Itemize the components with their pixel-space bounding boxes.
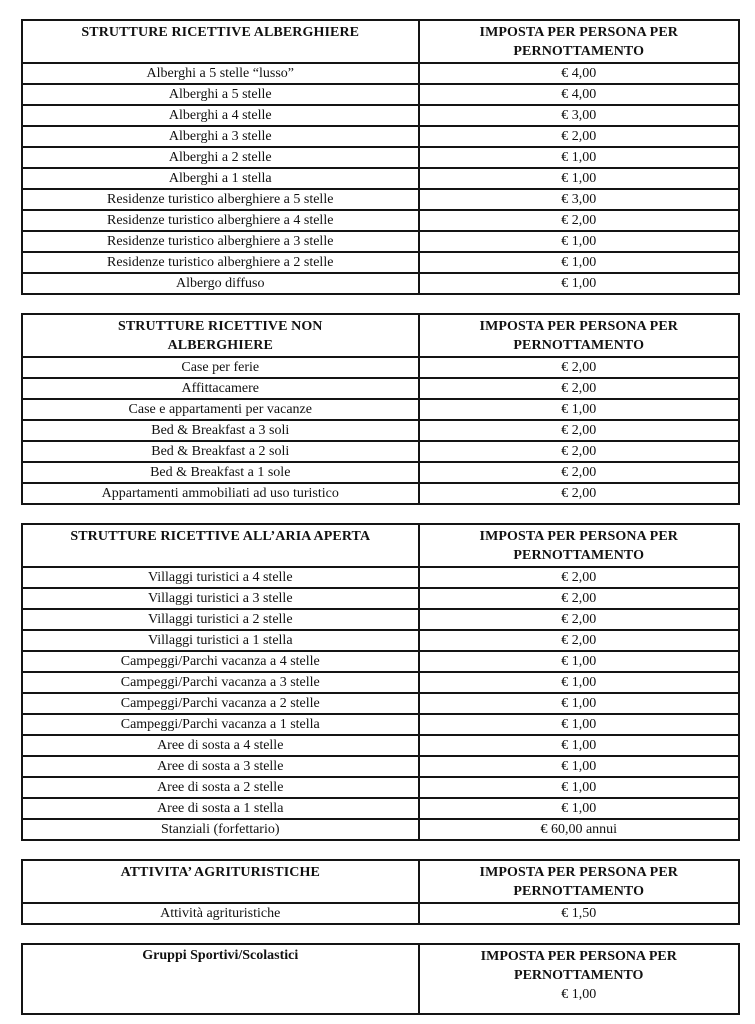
table-header-tax: IMPOSTA PER PERSONA PER PERNOTTAMENTO <box>419 20 740 63</box>
row-value: € 1,00 <box>419 651 740 672</box>
table-row <box>22 819 739 840</box>
row-label: Alberghi a 1 stella <box>22 168 419 189</box>
table-row <box>22 441 739 462</box>
table-header-tax: IMPOSTA PER PERSONA PER PERNOTTAMENTO <box>419 860 740 903</box>
row-label: Alberghi a 5 stelle <box>22 84 419 105</box>
table-row <box>22 714 739 735</box>
row-label: Villaggi turistici a 3 stelle <box>22 588 419 609</box>
row-label: Campeggi/Parchi vacanza a 3 stelle <box>22 672 419 693</box>
row-value: € 1,00 <box>419 672 740 693</box>
row-value: € 1,00 <box>419 693 740 714</box>
row-label: Affittacamere <box>22 378 419 399</box>
row-value: € 1,00 <box>419 756 740 777</box>
row-value: € 2,00 <box>419 483 740 504</box>
table-header-row <box>22 314 739 357</box>
table-row <box>22 944 739 1014</box>
table-attivita-agrituristiche <box>21 859 740 925</box>
table-row <box>22 483 739 504</box>
row-value: € 1,00 <box>419 798 740 819</box>
table-header-category: STRUTTURE RICETTIVE NON ALBERGHIERE <box>22 314 419 357</box>
table-row <box>22 735 739 756</box>
row-value: € 2,00 <box>419 462 740 483</box>
row-value: € 4,00 <box>419 63 740 84</box>
table-header-row <box>22 524 739 567</box>
row-label: Attività agrituristiche <box>22 903 419 924</box>
group-title: Gruppi Sportivi/Scolastici <box>22 944 419 1014</box>
table-row <box>22 651 739 672</box>
row-label: Villaggi turistici a 1 stella <box>22 630 419 651</box>
row-value: € 3,00 <box>419 189 740 210</box>
row-value: € 2,00 <box>419 630 740 651</box>
table-row <box>22 126 739 147</box>
row-value: € 60,00 annui <box>419 819 740 840</box>
group-tax-cell <box>419 944 740 1014</box>
table-row <box>22 63 739 84</box>
table-strutture-alberghiere <box>21 19 740 295</box>
table-row <box>22 168 739 189</box>
table-header-tax: IMPOSTA PER PERSONA PER PERNOTTAMENTO <box>480 949 677 983</box>
row-label: Campeggi/Parchi vacanza a 1 stella <box>22 714 419 735</box>
table-row <box>22 231 739 252</box>
table-header-category: STRUTTURE RICETTIVE ALL’ARIA APERTA <box>22 524 419 567</box>
table-row <box>22 147 739 168</box>
row-label: Bed & Breakfast a 2 soli <box>22 441 419 462</box>
row-value: € 1,50 <box>419 903 740 924</box>
table-row <box>22 378 739 399</box>
row-label: Villaggi turistici a 2 stelle <box>22 609 419 630</box>
table-row <box>22 903 739 924</box>
row-label: Alberghi a 2 stelle <box>22 147 419 168</box>
table-row <box>22 693 739 714</box>
row-value: € 1,00 <box>419 777 740 798</box>
row-value: € 1,00 <box>419 168 740 189</box>
table-header-tax: IMPOSTA PER PERSONA PER PERNOTTAMENTO <box>419 314 740 357</box>
table-row <box>22 462 739 483</box>
row-value: € 1,00 <box>561 987 597 1002</box>
row-label: Aree di sosta a 1 stella <box>22 798 419 819</box>
row-label: Campeggi/Parchi vacanza a 2 stelle <box>22 693 419 714</box>
table-strutture-aria-aperta <box>21 523 740 841</box>
row-label: Aree di sosta a 3 stelle <box>22 756 419 777</box>
row-label: Case e appartamenti per vacanze <box>22 399 419 420</box>
row-label: Aree di sosta a 4 stelle <box>22 735 419 756</box>
table-row <box>22 567 739 588</box>
row-value: € 2,00 <box>419 126 740 147</box>
table-gruppi-sportivi-scolastici <box>21 943 740 1015</box>
row-value: € 3,00 <box>419 105 740 126</box>
table-row <box>22 420 739 441</box>
table-row <box>22 630 739 651</box>
row-value: € 2,00 <box>419 378 740 399</box>
row-label: Alberghi a 4 stelle <box>22 105 419 126</box>
row-value: € 2,00 <box>419 588 740 609</box>
table-row <box>22 588 739 609</box>
row-value: € 1,00 <box>419 147 740 168</box>
row-value: € 2,00 <box>419 210 740 231</box>
row-label: Campeggi/Parchi vacanza a 4 stelle <box>22 651 419 672</box>
table-header-tax: IMPOSTA PER PERSONA PER PERNOTTAMENTO <box>419 524 740 567</box>
table-header-row <box>22 860 739 903</box>
table-strutture-non-alberghiere <box>21 313 740 505</box>
row-value: € 1,00 <box>419 735 740 756</box>
table-row <box>22 609 739 630</box>
table-row <box>22 273 739 294</box>
row-value: € 2,00 <box>419 609 740 630</box>
table-row <box>22 189 739 210</box>
row-value: € 2,00 <box>419 567 740 588</box>
row-value: € 1,00 <box>419 252 740 273</box>
row-label: Albergo diffuso <box>22 273 419 294</box>
row-value: € 2,00 <box>419 420 740 441</box>
row-label: Alberghi a 5 stelle “lusso” <box>22 63 419 84</box>
row-value: € 2,00 <box>419 357 740 378</box>
table-row <box>22 210 739 231</box>
row-label: Residenze turistico alberghiere a 4 stelle <box>22 210 419 231</box>
table-header-row <box>22 20 739 63</box>
row-label: Residenze turistico alberghiere a 2 stelle <box>22 252 419 273</box>
table-row <box>22 756 739 777</box>
row-label: Aree di sosta a 2 stelle <box>22 777 419 798</box>
row-label: Appartamenti ammobiliati ad uso turistico <box>22 483 419 504</box>
row-value: € 1,00 <box>419 399 740 420</box>
row-label: Bed & Breakfast a 1 sole <box>22 462 419 483</box>
table-row <box>22 84 739 105</box>
table-header-category: STRUTTURE RICETTIVE ALBERGHIERE <box>22 20 419 63</box>
row-label: Residenze turistico alberghiere a 5 stelle <box>22 189 419 210</box>
row-label: Bed & Breakfast a 3 soli <box>22 420 419 441</box>
table-header-category: ATTIVITA’ AGRITURISTICHE <box>22 860 419 903</box>
row-label: Alberghi a 3 stelle <box>22 126 419 147</box>
table-row <box>22 399 739 420</box>
table-row <box>22 357 739 378</box>
row-value: € 1,00 <box>419 231 740 252</box>
row-value: € 1,00 <box>419 273 740 294</box>
table-row <box>22 105 739 126</box>
row-value: € 2,00 <box>419 441 740 462</box>
row-label: Residenze turistico alberghiere a 3 stelle <box>22 231 419 252</box>
row-label: Case per ferie <box>22 357 419 378</box>
table-row <box>22 777 739 798</box>
row-label: Villaggi turistici a 4 stelle <box>22 567 419 588</box>
table-row <box>22 252 739 273</box>
row-value: € 4,00 <box>419 84 740 105</box>
row-label: Stanziali (forfettario) <box>22 819 419 840</box>
row-value: € 1,00 <box>419 714 740 735</box>
table-row <box>22 672 739 693</box>
table-row <box>22 798 739 819</box>
